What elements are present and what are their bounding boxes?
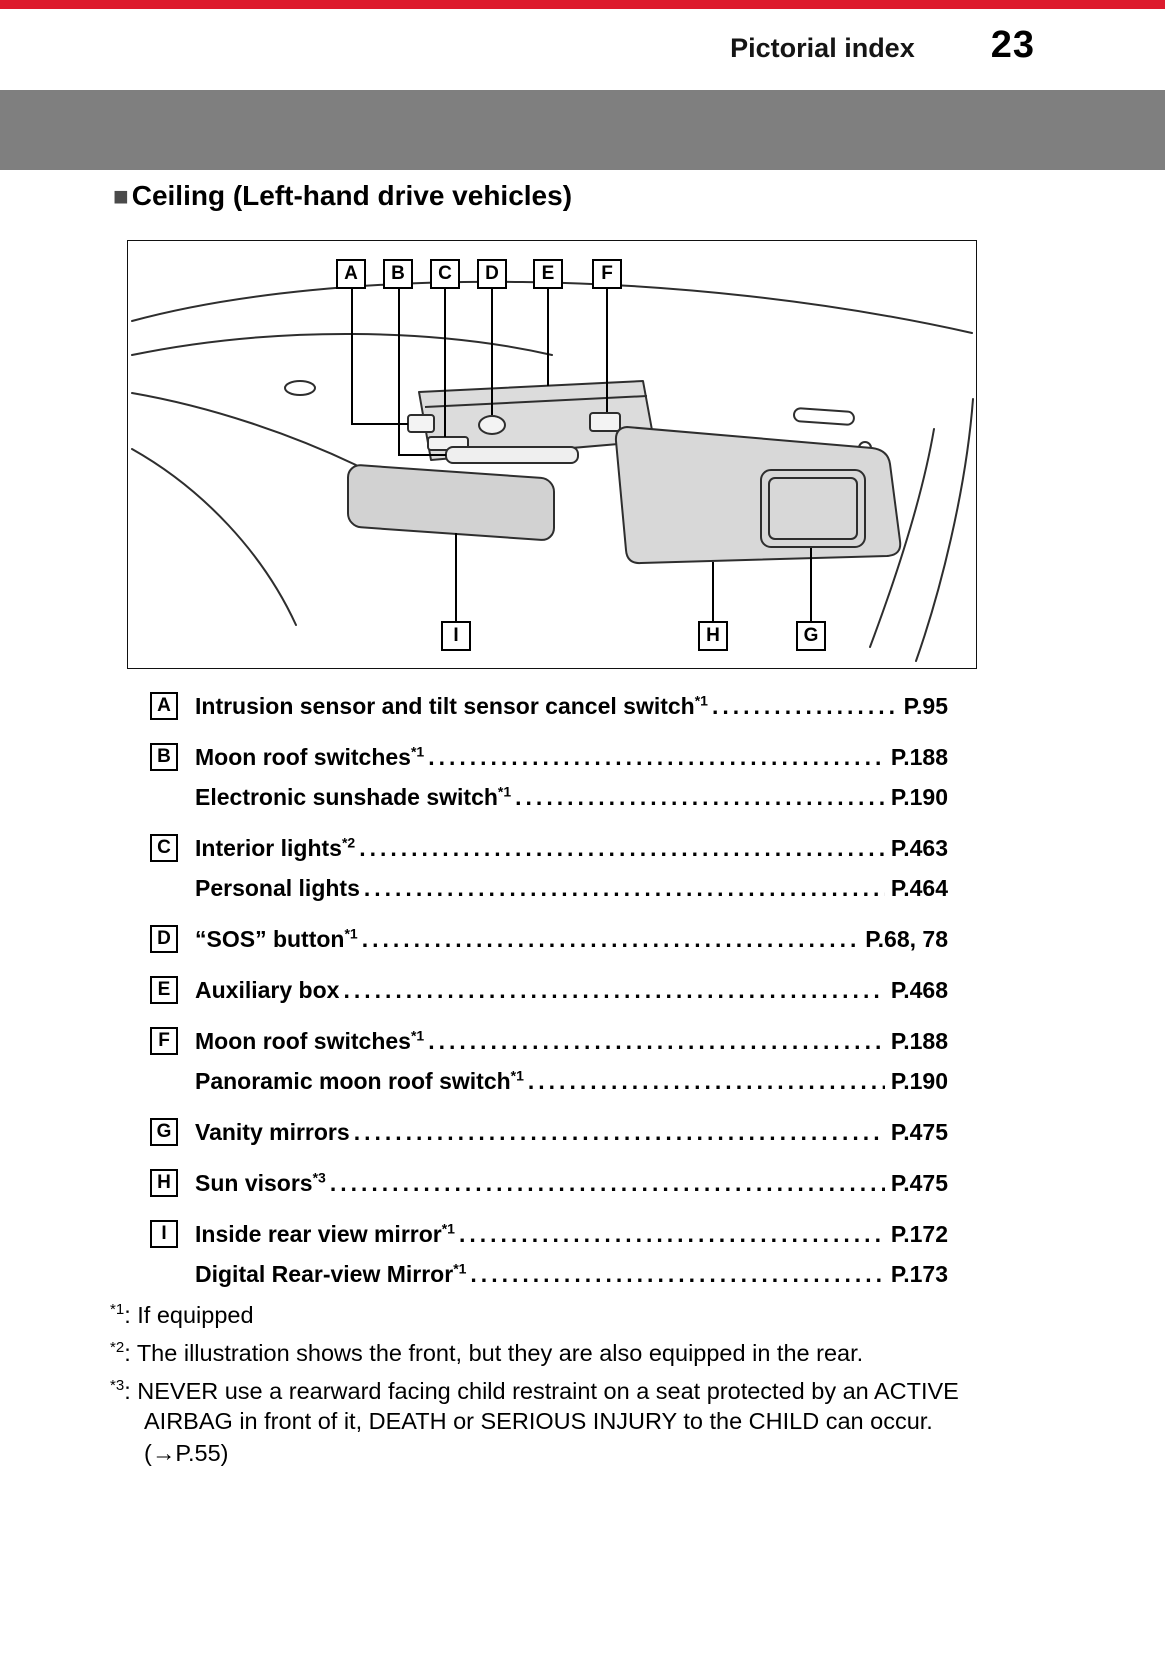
footnote-text: : The illustration shows the front, but they are also equipped in the rear. — [124, 1340, 864, 1366]
legend-row-f — [150, 1021, 948, 1101]
legend-letter-box: B — [150, 743, 178, 771]
legend-entries — [195, 737, 948, 817]
footnote-ref-marker: *1 — [410, 743, 425, 760]
legend-letter-box: A — [150, 692, 178, 720]
callout-g: G — [796, 621, 826, 651]
section-title-text: Ceiling (Left-hand drive vehicles) — [131, 180, 573, 211]
legend-entry — [195, 1214, 948, 1254]
legend-entry-label — [195, 868, 360, 908]
legend-entry-label — [195, 919, 358, 959]
leader-dots — [354, 1112, 885, 1152]
callout-b: B — [383, 259, 413, 289]
legend-list — [150, 686, 948, 1305]
legend-entry-label — [195, 1254, 466, 1294]
pillar-line-right — [916, 399, 973, 661]
roof-contour-line — [132, 334, 552, 355]
leader-dots — [528, 1061, 885, 1101]
legend-entries — [195, 828, 948, 908]
footnote-ref-marker: *2 — [341, 834, 356, 851]
footnote-marker: *1 — [110, 1301, 125, 1319]
legend-entry-page: P.173 — [890, 1261, 948, 1287]
legend-entry-page: P.188 — [890, 744, 948, 770]
leader-dots — [470, 1254, 884, 1294]
header-section-label: Pictorial index — [730, 33, 915, 63]
legend-row-g — [150, 1112, 948, 1152]
leader-dots — [362, 919, 860, 959]
footnote-ref-marker: *1 — [410, 1027, 425, 1044]
legend-letter-box: D — [150, 925, 178, 953]
legend-entries — [195, 1021, 948, 1101]
leader-dots — [428, 1021, 885, 1061]
footnote-ref-marker: *1 — [497, 783, 512, 800]
legend-entry-text: Digital Rear-view Mirror — [195, 1261, 454, 1287]
legend-entry — [195, 1254, 948, 1294]
callout-i: I — [441, 621, 471, 651]
legend-entry — [195, 1021, 948, 1061]
legend-entry-label — [195, 737, 424, 777]
leader-dots — [343, 970, 884, 1010]
legend-entry-label — [195, 777, 511, 817]
sunshade-switch-bar — [446, 447, 578, 463]
legend-entry — [195, 828, 948, 868]
footnote-2 — [110, 1338, 1000, 1368]
footnote-ref-marker: *3 — [312, 1169, 326, 1186]
legend-entry-label — [195, 1214, 455, 1254]
legend-letter-box: C — [150, 834, 178, 862]
section-title — [113, 180, 572, 212]
callout-e: E — [533, 259, 563, 289]
legend-entry-page: P.190 — [890, 1068, 948, 1094]
sos-button-shape — [479, 416, 505, 434]
leader-dots — [515, 777, 885, 817]
leader-dots — [330, 1163, 885, 1203]
leader-dots — [364, 868, 885, 908]
callout-h: H — [698, 621, 728, 651]
legend-entry-text: Moon roof switches — [195, 744, 411, 770]
moon-roof-switch — [590, 413, 620, 431]
legend-entry-page: P.190 — [890, 784, 948, 810]
legend-entry-page: P.464 — [890, 875, 948, 901]
legend-row-c — [150, 828, 948, 908]
callout-a: A — [336, 259, 366, 289]
footnotes — [110, 1300, 1000, 1476]
legend-entries — [195, 919, 948, 959]
legend-entry-text: Electronic sunshade switch — [195, 784, 498, 810]
footnote-ref-marker: *1 — [694, 692, 708, 709]
legend-entry — [195, 919, 948, 959]
legend-entry-text: Sun visors — [195, 1170, 313, 1196]
legend-entry-label — [195, 970, 339, 1010]
legend-entry — [195, 1061, 948, 1101]
legend-entry-label — [195, 1061, 524, 1101]
legend-row-h — [150, 1163, 948, 1203]
footnote-ref-marker: *1 — [441, 1220, 455, 1237]
legend-entry-text: “SOS” button — [195, 926, 345, 952]
page-header — [0, 24, 1035, 67]
headliner-line-left — [132, 393, 356, 465]
legend-entry-text: Moon roof switches — [195, 1028, 411, 1054]
roof-contour-line — [132, 282, 972, 333]
footnote-marker: *3 — [110, 1377, 125, 1395]
legend-entries — [195, 970, 948, 1010]
legend-entry-label — [195, 1112, 350, 1152]
legend-entry-page: P.463 — [890, 835, 948, 861]
legend-entry-page: P.68, 78 — [865, 926, 948, 952]
legend-letter-box: I — [150, 1220, 178, 1248]
legend-entry-page: P.468 — [890, 977, 948, 1003]
footnote-1 — [110, 1300, 1000, 1330]
legend-entry — [195, 970, 948, 1010]
page-number: 23 — [990, 24, 1035, 66]
footnote-ref-marker: *1 — [510, 1067, 524, 1084]
legend-entry-label — [195, 828, 355, 868]
ceiling-sensor-oval — [285, 381, 315, 395]
legend-entry-text: Personal lights — [195, 875, 360, 901]
leader-dots — [712, 686, 898, 726]
legend-entry-label — [195, 686, 708, 726]
legend-row-d — [150, 919, 948, 959]
chapter-banner — [0, 90, 1165, 170]
legend-entry-text: Auxiliary box — [195, 977, 340, 1003]
legend-entry-text: Vanity mirrors — [195, 1119, 350, 1145]
legend-entry — [195, 737, 948, 777]
legend-entry-text: Panoramic moon roof switch — [195, 1068, 511, 1094]
legend-entry — [195, 1112, 948, 1152]
legend-entry-page: P.95 — [903, 693, 948, 719]
ceiling-illustration — [128, 241, 976, 668]
legend-row-a — [150, 686, 948, 726]
legend-entry-page: P.475 — [890, 1170, 948, 1196]
legend-row-b — [150, 737, 948, 817]
legend-entry-text: Intrusion sensor and tilt sensor cancel switch — [195, 693, 695, 719]
rear-view-mirror-shape — [348, 464, 554, 540]
footnote-ref-marker: *1 — [344, 925, 358, 942]
footnote-ref-marker: *1 — [453, 1260, 467, 1277]
legend-letter-box: F — [150, 1027, 178, 1055]
footnote-marker: *2 — [110, 1339, 125, 1357]
legend-entries — [195, 686, 948, 726]
footnote-text: : If equipped — [124, 1302, 254, 1328]
legend-entry — [195, 868, 948, 908]
callout-f: F — [592, 259, 622, 289]
footnote-3 — [110, 1376, 1000, 1468]
legend-entry-label — [195, 1163, 326, 1203]
legend-entry — [195, 686, 948, 726]
legend-entries — [195, 1214, 948, 1294]
legend-letter-box: G — [150, 1118, 178, 1146]
legend-letter-box: E — [150, 976, 178, 1004]
intrusion-sensor-switch — [408, 415, 434, 432]
ceiling-diagram-box — [127, 240, 977, 669]
windshield-edge-left — [132, 449, 296, 625]
legend-entry-page: P.172 — [890, 1221, 948, 1247]
legend-row-i — [150, 1214, 948, 1294]
footnote-text: : NEVER use a rearward facing child restraint on a seat protected by an ACTIVE AIRBAG in front of it, DEATH or SERIOUS INJURY to the CHILD can occur. — [124, 1378, 959, 1434]
legend-entry-text: Interior lights — [195, 835, 342, 861]
leader-dots — [359, 828, 885, 868]
legend-entries — [195, 1112, 948, 1152]
callout-d: D — [477, 259, 507, 289]
legend-entry-text: Inside rear view mirror — [195, 1221, 442, 1247]
legend-row-e — [150, 970, 948, 1010]
legend-entries — [195, 1163, 948, 1203]
legend-letter-box: H — [150, 1169, 178, 1197]
top-accent-rule — [0, 0, 1165, 9]
leader-dots — [428, 737, 885, 777]
legend-entry — [195, 1163, 948, 1203]
leader-dots — [459, 1214, 885, 1254]
footnote-page-ref: (→P.55) — [144, 1440, 229, 1466]
legend-entry-page: P.475 — [890, 1119, 948, 1145]
legend-entry — [195, 777, 948, 817]
legend-entry-page: P.188 — [890, 1028, 948, 1054]
assist-grip — [794, 408, 855, 425]
callout-c: C — [430, 259, 460, 289]
legend-entry-label — [195, 1021, 424, 1061]
section-bullet-icon: ■ — [113, 181, 129, 211]
